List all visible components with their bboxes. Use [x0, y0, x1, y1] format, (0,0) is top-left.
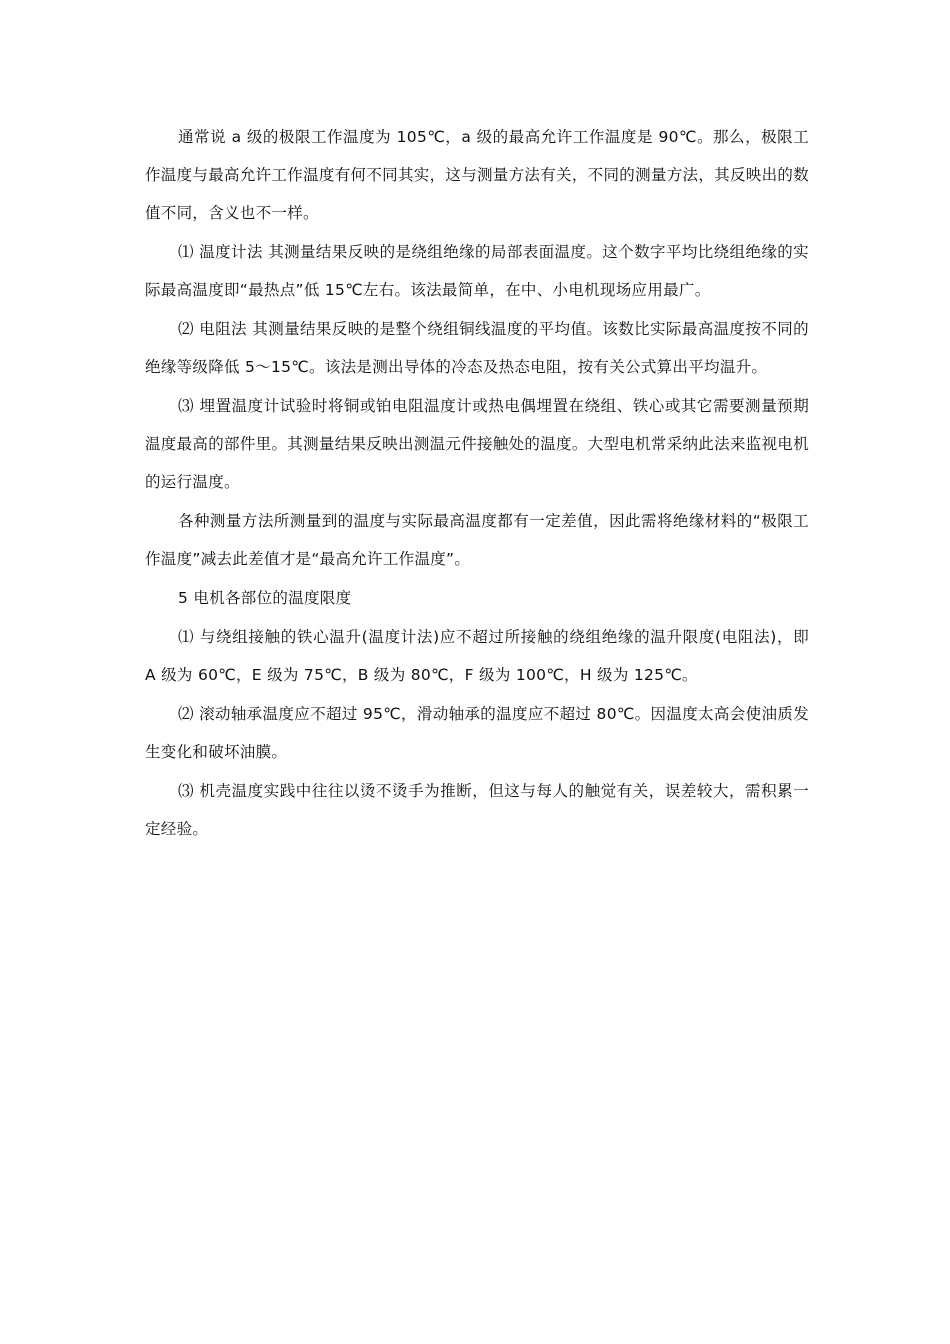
- paragraph-resistance-method: ⑵ 电阻法 其测量结果反映的是整个绕组铜线温度的平均值。该数比实际最高温度按不同的绝缘等级降低 5～15℃。该法是测出导体的冷态及热态电阻，按有关公式算出平均温升。: [145, 320, 809, 376]
- paragraph-intro: 通常说 a 级的极限工作温度为 105℃，a 级的最高允许工作温度是 90℃。那么，极限工作温度与最高允许工作温度有何不同其实，这与测量方法有关，不同的测量方法，其反映出的数值不同，含义也不一样。: [145, 128, 809, 222]
- paragraph-bearing-temperature: ⑵ 滚动轴承温度应不超过 95℃，滑动轴承的温度应不超过 80℃。因温度太高会使油质发生变化和破坏油膜。: [145, 705, 809, 761]
- paragraph-difference-note: 各种测量方法所测量到的温度与实际最高温度都有一定差值，因此需将绝缘材料的“极限工作温度”减去此差值才是“最高允许工作温度”。: [145, 512, 809, 568]
- paragraph-thermometer-method: ⑴ 温度计法 其测量结果反映的是绕组绝缘的局部表面温度。这个数字平均比绕组绝缘的实际最高温度即“最热点”低 15℃左右。该法最简单，在中、小电机现场应用最广。: [145, 243, 809, 299]
- section-heading: 5 电机各部位的温度限度: [178, 589, 352, 607]
- document-body: [145, 118, 809, 849]
- paragraph-core-temperature: ⑴ 与绕组接触的铁心温升(温度计法)应不超过所接触的绕组绝缘的温升限度(电阻法)，即 A 级为 60℃，E 级为 75℃，B 级为 80℃，F 级为 100℃，H 级为 125℃。: [145, 628, 809, 684]
- paragraph-embedded-thermometer: ⑶ 埋置温度计试验时将铜或铂电阻温度计或热电偶埋置在绕组、铁心或其它需要测量预期温度最高的部件里。其测量结果反映出测温元件接触处的温度。大型电机常采纳此法来监视电机的运行温度。: [145, 397, 809, 491]
- paragraph-housing-temperature: ⑶ 机壳温度实践中往往以烫不烫手为推断，但这与每人的触觉有关，误差较大，需积累一定经验。: [145, 782, 809, 838]
